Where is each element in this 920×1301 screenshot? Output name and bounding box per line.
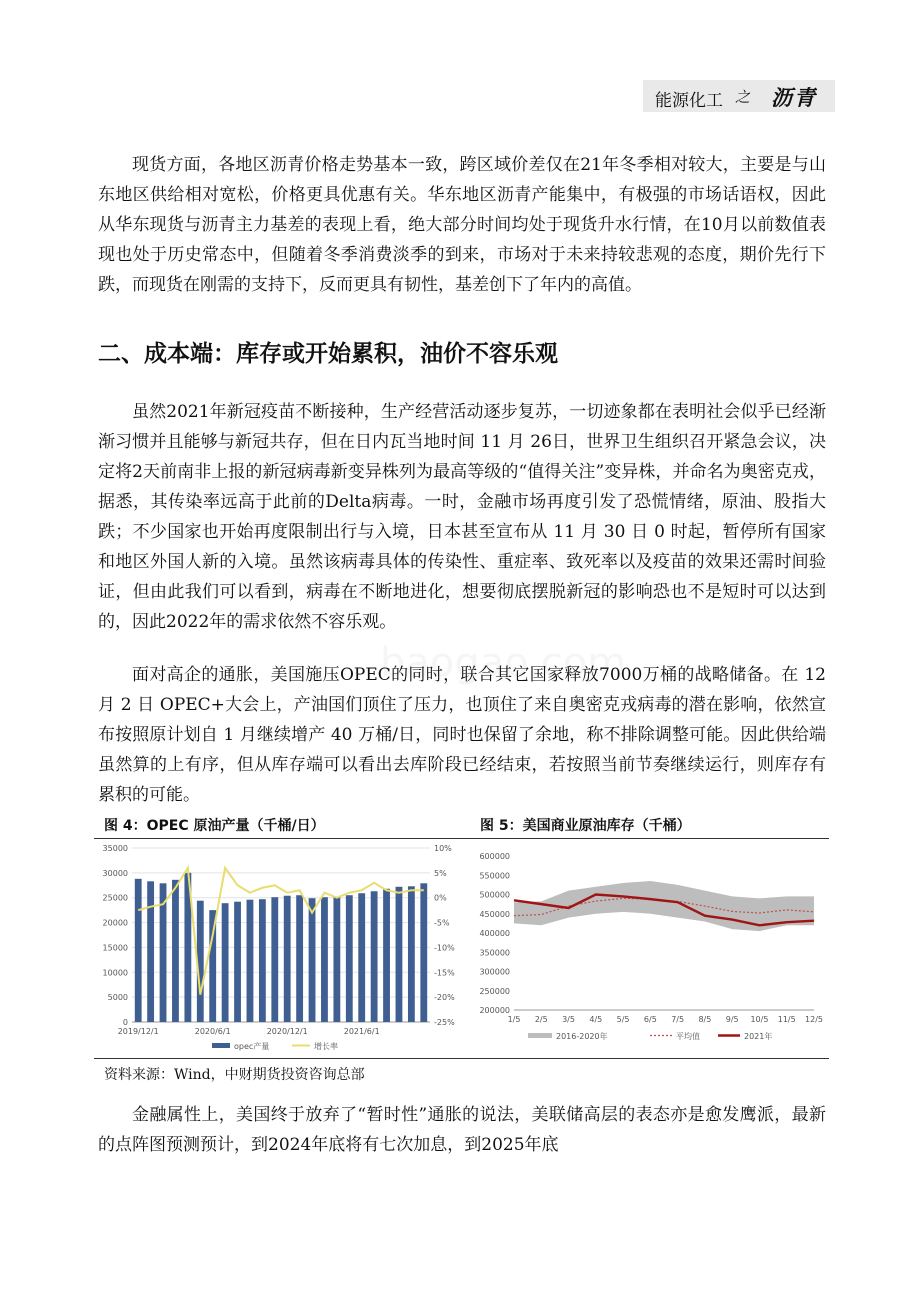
y-tick-label: 300000 <box>479 967 510 977</box>
y-right-tick-label: 0% <box>434 893 447 903</box>
y-left-tick-label: 0 <box>122 1018 128 1027</box>
figure-bottom-rule <box>94 1058 829 1059</box>
y-right-tick-label: 10% <box>434 844 452 853</box>
x-tick-label: 2021/6/1 <box>343 1027 380 1036</box>
bar <box>396 887 403 1022</box>
bar <box>358 893 365 1022</box>
us-crude-inventory-chart <box>472 840 824 1058</box>
figure-top-rule <box>94 838 829 839</box>
x-tick-label: 2/5 <box>534 1015 548 1024</box>
x-tick-label: 5/5 <box>616 1015 630 1024</box>
bar <box>309 898 316 1022</box>
header-category: 能源化工 <box>655 91 723 111</box>
bar <box>259 899 266 1022</box>
bar <box>371 891 378 1022</box>
figure-4-title: 图 4：OPEC 原油产量（千桶/日） <box>104 818 325 834</box>
y-left-tick-label: 5000 <box>107 993 128 1003</box>
bar <box>147 881 154 1022</box>
y-right-tick-label: -25% <box>434 1018 455 1027</box>
x-tick-label: 2019/12/1 <box>117 1027 159 1036</box>
y-left-tick-label: 35000 <box>102 844 128 853</box>
legend-label-band: 2016-2020年 <box>556 1032 608 1041</box>
bar <box>284 896 291 1022</box>
y-tick-label: 400000 <box>479 929 510 938</box>
x-tick-label: 1/5 <box>507 1015 521 1024</box>
y-right-tick-label: -20% <box>434 993 455 1003</box>
x-tick-label: 8/5 <box>698 1015 712 1024</box>
y-left-tick-label: 30000 <box>102 868 128 878</box>
header-connector: 之 <box>735 88 751 106</box>
y-tick-label: 200000 <box>479 1006 510 1015</box>
y-tick-label: 550000 <box>479 871 510 881</box>
figure-5-title: 图 5：美国商业原油库存（千桶） <box>480 818 691 834</box>
x-tick-label: 11/5 <box>777 1015 796 1024</box>
bar <box>296 895 303 1022</box>
y-right-tick-label: -10% <box>434 943 455 953</box>
y-right-tick-label: 5% <box>434 868 447 878</box>
bar <box>271 897 278 1022</box>
bar <box>333 897 340 1022</box>
growth-line <box>138 868 424 995</box>
y-tick-label: 500000 <box>479 890 510 900</box>
x-tick-label: 3/5 <box>562 1015 575 1024</box>
bar <box>172 880 179 1022</box>
watermark <box>380 640 626 686</box>
y-tick-label: 600000 <box>479 852 510 861</box>
legend-swatch-band <box>528 1033 552 1038</box>
y-tick-label: 250000 <box>479 986 510 996</box>
x-tick-label: 10/5 <box>750 1015 769 1024</box>
bar <box>135 879 142 1022</box>
paragraph-financial: 金融属性上，美国终于放弃了“暂时性”通胀的说法，美联储高层的表态亦是愈发鹰派，最新的点阵图预测预计，到2024年底将有七次加息，到2025年底 <box>98 1105 826 1155</box>
page-header <box>643 80 835 112</box>
x-tick-label: 2020/12/1 <box>266 1027 308 1036</box>
legend-swatch-production <box>212 1043 230 1048</box>
bar <box>321 897 328 1022</box>
y-left-tick-label: 15000 <box>102 943 128 953</box>
paragraph-omicron: 虽然2021年新冠疫苗不断接种，生产经营活动逐步复苏，一切迹象都在表明社会似乎已经渐渐习惯并且能够与新冠共存，但在日内瓦当地时间 11 月 26日，世界卫生组织召开紧急会议，决定将2天前南非上报的新冠病毒新变异株列为最高等级的“值得关注”变异株，并命名为奥密克戎，据悉，其传染率远高于此前的Delta病毒。一时，金融市场再度引发了恐慌情绪，原油、股指大跌；不少国家也开始再度限制出行与入境，日本甚至宣布从 11 月 30 日 0 时起，暂停所有国家和地区外国人新的入境。虽然该病毒具体的传染性、重症率、致死率以及疫苗的效果还需时间验证，但由此我们可以看到，病毒在不断地进化，想要彻底摆脱新冠的影响恐也不是短时可以达到的，因此2022年的需求依然不容乐观。 <box>98 402 826 632</box>
bar <box>234 902 241 1022</box>
bar <box>408 886 415 1022</box>
bar <box>383 889 390 1022</box>
figure-source: 资料来源：Wind，中财期货投资咨询总部 <box>104 1067 365 1083</box>
bar <box>346 895 353 1022</box>
bar <box>247 900 254 1022</box>
x-tick-label: 12/5 <box>805 1015 823 1024</box>
opec-production-chart <box>96 840 468 1058</box>
section-heading: 二、成本端：库存或开始累积，油价不容乐观 <box>98 341 558 367</box>
x-tick-label: 7/5 <box>671 1015 685 1024</box>
y-left-tick-label: 25000 <box>102 893 128 903</box>
legend-label-growth: 增长率 <box>314 1042 338 1051</box>
y-right-tick-label: -15% <box>434 968 455 978</box>
x-tick-label: 6/5 <box>643 1015 657 1024</box>
y-tick-label: 450000 <box>479 909 510 919</box>
y-left-tick-label: 10000 <box>102 968 128 978</box>
x-tick-label: 4/5 <box>589 1015 603 1024</box>
legend-label-2021: 2021年 <box>744 1032 773 1041</box>
x-tick-label: 9/5 <box>725 1015 739 1024</box>
paragraph-spot-market: 现货方面，各地区沥青价格走势基本一致，跨区域价差仅在21年冬季相对较大，主要是与山东地区供给相对宽松，价格更具优惠有关。华东地区沥青产能集中，有极强的市场话语权，因此从华东现货与沥青主力基差的表现上看，绝大部分时间均处于现货升水行情，在10月以前数值表现也处于历史常态中，但随着冬季消费淡季的到来，市场对于未来持较悲观的态度，期价先行下跌，而现货在刚需的支持下，反而更具有韧性，基差创下了年内的高值。 <box>98 155 826 295</box>
x-tick-label: 2020/6/1 <box>194 1027 231 1036</box>
y-right-tick-label: -5% <box>434 918 450 928</box>
legend-label-average: 平均值 <box>676 1032 700 1041</box>
header-product: 沥青 <box>771 85 817 110</box>
y-left-tick-label: 20000 <box>102 918 128 928</box>
legend-label-production: opec产量 <box>234 1042 270 1051</box>
y-tick-label: 350000 <box>479 948 510 958</box>
bar <box>420 883 427 1022</box>
paragraph-opec-supply: 面对高企的通胀，美国施压OPEC的同时，联合其它国家释放7000万桶的战略储备。在 12 月 2 日 OPEC+大会上，产油国们顶住了压力，也顶住了来自奥密克戎病毒的潜在影响，依然宣布按照原计划自 1 月继续增产 40 万桶/日，同时也保留了余地，称不排除调整可能。因此供给端虽然算的上有序，但从库存端可以看出去库阶段已经结束，若按照当前节奏继续运行，则库存有累积的可能。 <box>98 665 826 805</box>
bar <box>222 903 229 1022</box>
